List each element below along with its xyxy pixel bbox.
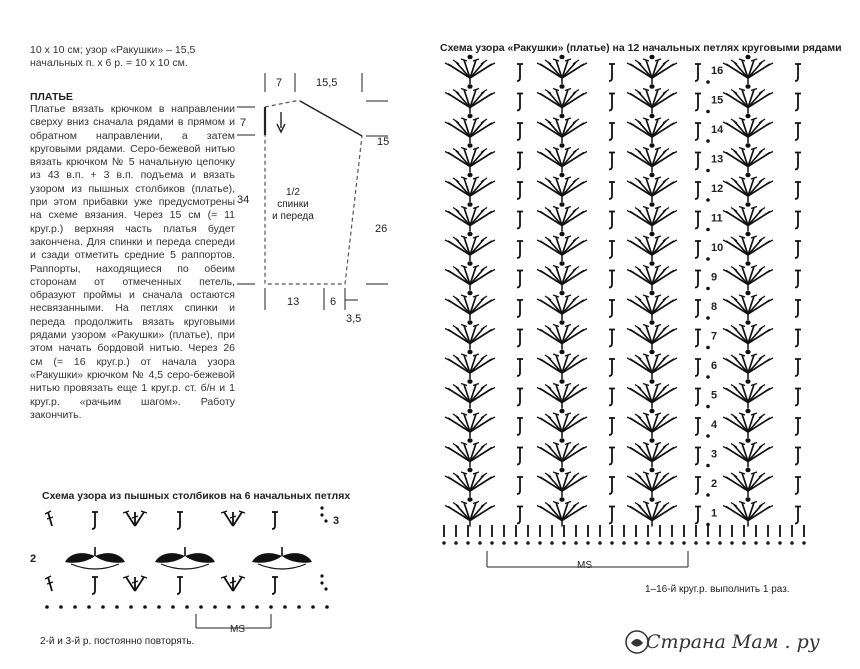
shell-stitch (445, 497, 495, 526)
chain-dot (610, 541, 613, 544)
v-stitch (123, 511, 147, 526)
tall-stitch (45, 511, 53, 526)
single-crochet-stitch (517, 123, 523, 140)
chain-dot (320, 513, 323, 516)
single-crochet-stitch (695, 212, 701, 229)
shell-stitch (627, 497, 677, 526)
single-crochet-stitch (609, 389, 615, 406)
single-crochet-stitch (177, 512, 183, 529)
chain-dot (706, 228, 710, 232)
single-crochet-stitch (609, 212, 615, 229)
shell-stitch (537, 320, 587, 349)
chain-dot (325, 605, 329, 609)
chain-dot (478, 541, 481, 544)
shell-stitch (445, 232, 495, 261)
row-number: 6 (711, 360, 718, 372)
chain-dot (59, 605, 63, 609)
chain-dot (466, 541, 469, 544)
single-crochet-stitch (609, 507, 615, 524)
puff-stitch (65, 547, 125, 569)
single-crochet-stitch (795, 389, 801, 406)
row-number: 14 (711, 124, 724, 136)
shell-stitch (723, 114, 773, 143)
chain-dot (171, 605, 175, 609)
single-crochet-stitch (795, 64, 801, 81)
shell-stitch (537, 350, 587, 379)
chain-dot (199, 605, 203, 609)
row-number: 16 (711, 65, 724, 77)
shell-stitch (537, 55, 587, 84)
chain-dot (129, 605, 133, 609)
chain-dot (213, 605, 217, 609)
single-crochet-stitch (517, 507, 523, 524)
shell-stitch (627, 114, 677, 143)
shell-stitch (723, 84, 773, 113)
single-crochet-stitch (695, 389, 701, 406)
single-crochet-stitch (695, 330, 701, 347)
chain-dot (778, 541, 781, 544)
single-crochet-stitch (795, 507, 801, 524)
single-crochet-stitch (517, 271, 523, 288)
dim-left-tall: 34 (237, 194, 250, 206)
single-crochet-stitch (695, 94, 701, 111)
single-crochet-stitch (517, 418, 523, 435)
shell-stitch (723, 173, 773, 202)
chain-dot (706, 405, 710, 409)
shell-chart-repeat (487, 551, 688, 571)
puff-chart (45, 506, 329, 608)
chain-dot (706, 346, 710, 350)
single-crochet-stitch (517, 330, 523, 347)
shell-stitch (537, 114, 587, 143)
row-number: 2 (711, 478, 718, 490)
chain-dot (297, 605, 301, 609)
single-crochet-stitch (695, 300, 701, 317)
shell-stitch (445, 350, 495, 379)
chain-dot (694, 541, 697, 544)
chain-dot (574, 541, 577, 544)
chain-dot (115, 605, 119, 609)
shell-stitch (445, 379, 495, 408)
single-crochet-stitch (517, 212, 523, 229)
single-crochet-stitch (517, 477, 523, 494)
single-crochet-stitch (609, 330, 615, 347)
shell-stitch (627, 232, 677, 261)
shell-repeat-label: MS (577, 560, 592, 571)
shell-stitch (627, 55, 677, 84)
chain-dot (706, 139, 710, 143)
chain-dot (320, 581, 323, 584)
shell-stitch (445, 173, 495, 202)
chain-dot (742, 541, 745, 544)
shell-stitch (723, 202, 773, 231)
single-crochet-stitch (795, 300, 801, 317)
shell-stitch (537, 202, 587, 231)
single-crochet-stitch (795, 477, 801, 494)
chain-dot (514, 541, 517, 544)
single-crochet-stitch (795, 330, 801, 347)
shell-stitch (445, 261, 495, 290)
single-crochet-stitch (609, 241, 615, 258)
chain-dot (526, 541, 529, 544)
single-crochet-stitch (795, 448, 801, 465)
single-crochet-stitch (517, 64, 523, 81)
chain-dot (454, 541, 457, 544)
row-number: 8 (711, 301, 718, 313)
single-crochet-stitch (695, 153, 701, 170)
puff-stitch (155, 547, 215, 569)
single-crochet-stitch (517, 389, 523, 406)
row-number: 3 (711, 448, 718, 461)
tall-stitch (45, 576, 53, 591)
row-number: 9 (711, 271, 718, 284)
shell-stitch (627, 261, 677, 290)
chain-dot (87, 605, 91, 609)
shell-stitch (723, 350, 773, 379)
shell-stitch (445, 114, 495, 143)
chain-dot (598, 541, 601, 544)
single-crochet-stitch (609, 123, 615, 140)
single-crochet-stitch (272, 577, 278, 594)
piece-label-2: спинки (277, 199, 309, 210)
single-crochet-stitch (517, 241, 523, 258)
single-crochet-stitch (272, 512, 278, 529)
row-number: 13 (711, 153, 724, 166)
gauge-text: 10 х 10 см; узор «Ракушки» – 15,5 начальных п. х 6 р. = 10 х 10 см. (30, 44, 196, 70)
shell-stitch (445, 84, 495, 113)
chain-dot (706, 198, 710, 202)
chain-dot (682, 541, 685, 544)
chain-dot (622, 541, 625, 544)
shell-stitch (537, 468, 587, 497)
chain-dot (283, 605, 287, 609)
watermark-text: Страна Мам . ру (646, 631, 820, 653)
dress-heading: ПЛАТЬЕ (30, 91, 73, 103)
chain-dot (324, 587, 327, 590)
single-crochet-stitch (517, 94, 523, 111)
chain-dot (320, 574, 323, 577)
chain-dot (562, 541, 565, 544)
single-crochet-stitch (92, 577, 98, 594)
chain-dot (45, 605, 49, 609)
puff-chart-title: Схема узора из пышных столбиков на 6 начальных петлях (42, 490, 351, 502)
shell-stitch (537, 291, 587, 320)
chain-dot (706, 464, 710, 468)
single-crochet-stitch (517, 182, 523, 199)
chain-dot (670, 541, 673, 544)
single-crochet-stitch (609, 359, 615, 376)
dim-top-right: 15,5 (316, 77, 338, 89)
chain-dot (502, 541, 505, 544)
chain-dot (754, 541, 757, 544)
puff-row-2: 2 (30, 553, 37, 565)
dim-bottom-left: 13 (287, 296, 300, 308)
chain-dot (241, 605, 245, 609)
shell-stitch (445, 320, 495, 349)
piece-label-3: и переда (272, 211, 314, 222)
dim-left-small: 7 (240, 117, 247, 129)
shell-stitch (627, 143, 677, 172)
chain-dot (634, 541, 637, 544)
shell-stitch (627, 84, 677, 113)
shell-stitch (627, 468, 677, 497)
shell-stitch (537, 497, 587, 526)
single-crochet-stitch (609, 94, 615, 111)
single-crochet-stitch (695, 64, 701, 81)
single-crochet-stitch (795, 212, 801, 229)
shell-stitch (627, 202, 677, 231)
chain-dot (320, 506, 323, 509)
puff-repeat-label: MS (230, 624, 245, 635)
chain-dot (143, 605, 147, 609)
v-stitch (123, 576, 147, 591)
dim-bottom-right: 3,5 (346, 313, 362, 325)
shell-stitch (723, 379, 773, 408)
chain-dot (706, 541, 709, 544)
single-crochet-stitch (695, 418, 701, 435)
single-crochet-stitch (92, 512, 98, 529)
row-number: 1 (711, 507, 718, 520)
row-number: 11 (711, 212, 723, 225)
single-crochet-stitch (695, 271, 701, 288)
row-number: 7 (711, 330, 718, 343)
shell-stitch (537, 84, 587, 113)
single-crochet-stitch (795, 94, 801, 111)
single-crochet-stitch (517, 359, 523, 376)
dim-top-left: 7 (276, 77, 283, 89)
single-crochet-stitch (695, 477, 701, 494)
chain-dot (706, 257, 710, 261)
row-number: 4 (711, 419, 718, 431)
shell-stitch (723, 261, 773, 290)
chain-dot (802, 541, 805, 544)
dim-bottom-mid: 6 (330, 296, 337, 308)
shell-stitch (723, 409, 773, 438)
shell-stitch (445, 409, 495, 438)
chain-dot (73, 605, 77, 609)
chain-dot (706, 287, 710, 291)
row-number: 5 (711, 389, 718, 402)
chain-dot (730, 541, 733, 544)
chain-dot (101, 605, 105, 609)
single-crochet-stitch (609, 271, 615, 288)
shell-stitch (537, 409, 587, 438)
shell-stitch (723, 320, 773, 349)
chain-dot (706, 80, 710, 84)
chain-dot (646, 541, 649, 544)
single-crochet-stitch (695, 123, 701, 140)
shell-stitch (627, 173, 677, 202)
shell-stitch (445, 202, 495, 231)
dim-right-small: 15 (377, 136, 390, 148)
chain-dot (790, 541, 793, 544)
shell-stitch (627, 291, 677, 320)
shell-stitch (445, 143, 495, 172)
chain-dot (490, 541, 493, 544)
shell-stitch (445, 468, 495, 497)
shell-stitch (445, 55, 495, 84)
chain-dot (706, 169, 710, 173)
shell-stitch (723, 291, 773, 320)
chain-dot (185, 605, 189, 609)
dim-right-tall: 26 (375, 223, 388, 235)
v-stitch (221, 576, 245, 591)
single-crochet-stitch (795, 359, 801, 376)
chain-dot (157, 605, 161, 609)
single-crochet-stitch (795, 241, 801, 258)
chain-dot (550, 541, 553, 544)
single-crochet-stitch (695, 448, 701, 465)
single-crochet-stitch (695, 359, 701, 376)
shell-stitch (723, 497, 773, 526)
puff-chart-repeat (30, 515, 339, 635)
chain-dot (255, 605, 259, 609)
chain-dot (586, 541, 589, 544)
piece-label-1: 1/2 (286, 187, 300, 198)
shell-stitch (723, 438, 773, 467)
shell-stitch (537, 232, 587, 261)
single-crochet-stitch (609, 64, 615, 81)
chain-dot (706, 110, 710, 114)
chain-dot (718, 541, 721, 544)
shell-stitch (537, 379, 587, 408)
row-number: 10 (711, 242, 724, 254)
shell-stitch (537, 438, 587, 467)
single-crochet-stitch (695, 241, 701, 258)
shell-stitch (723, 468, 773, 497)
shell-stitch (537, 143, 587, 172)
shell-stitch (445, 291, 495, 320)
shell-stitch (537, 261, 587, 290)
chain-dot (706, 375, 710, 379)
single-crochet-stitch (609, 477, 615, 494)
chain-dot (538, 541, 541, 544)
puff-stitch (252, 547, 312, 569)
single-crochet-stitch (609, 300, 615, 317)
shoulder-line (300, 101, 362, 136)
shell-chart-title: Схема узора «Ракушки» (платье) на 12 начальных петлях круговыми рядами (440, 42, 842, 54)
garment-schematic (237, 73, 389, 325)
shell-chart (442, 55, 805, 545)
single-crochet-stitch (795, 123, 801, 140)
chain-dot (442, 541, 445, 544)
chain-dot (706, 493, 710, 497)
row-number: 12 (711, 183, 724, 195)
shell-stitch (627, 438, 677, 467)
shell-stitch (627, 320, 677, 349)
shell-stitch (627, 379, 677, 408)
chain-dot (658, 541, 661, 544)
shell-stitch (723, 55, 773, 84)
shell-stitch (537, 173, 587, 202)
chain-dot (706, 316, 710, 320)
single-crochet-stitch (795, 182, 801, 199)
chain-dot (324, 519, 327, 522)
single-crochet-stitch (795, 418, 801, 435)
single-crochet-stitch (609, 448, 615, 465)
chain-dot (766, 541, 769, 544)
single-crochet-stitch (517, 153, 523, 170)
row-number: 15 (711, 94, 724, 107)
instructions-text: Платье вязать крючком в направлении сверху вниз сначала рядами в прямом и обратном направлении, а затем круговыми рядами. Серо-бежевой нитью вязать крючком № 5 начальную цепочку из 43 в.п. + 3 в.п. подъема и вязать узором из пышных столбиков (платье), при этом прибавки уже предусмотрены на схеме вязания. Через 15 см (= 11 круг.р.) верхняя часть платья будет закончена. Для спинки и переда спереди и сзади отметить средние 5 раппортов. Раппорты, находящиеся по обеим сторонам от отмеченных петель, образуют проймы и сначала остаются несвязанными. На петлях спинки и переда продолжить вязать круговыми рядами узором «Ракушки» (платье), при этом начать бордовой нитью. Через 26 см (= 16 круг.р.) от начала узора «Ракушки» крючком № 4,5 серо-бежевой нитью провязать еще 1 круг.р. ст. б/н и 1 круг.р. «рачьим шагом». Работу закончить. (30, 103, 235, 421)
single-crochet-stitch (795, 153, 801, 170)
shell-stitch (723, 232, 773, 261)
single-crochet-stitch (695, 182, 701, 199)
single-crochet-stitch (695, 507, 701, 524)
shell-stitch (627, 409, 677, 438)
chain-dot (706, 434, 710, 438)
single-crochet-stitch (795, 271, 801, 288)
single-crochet-stitch (609, 418, 615, 435)
chain-dot (269, 605, 273, 609)
v-stitch (221, 511, 245, 526)
chain-dot (311, 605, 315, 609)
single-crochet-stitch (609, 153, 615, 170)
single-crochet-stitch (517, 448, 523, 465)
shell-stitch (627, 350, 677, 379)
shell-stitch (723, 143, 773, 172)
single-crochet-stitch (609, 182, 615, 199)
single-crochet-stitch (177, 577, 183, 594)
puff-chart-note: 2-й и 3-й р. постоянно повторять. (40, 636, 195, 647)
puff-row-3: 3 (333, 515, 340, 527)
shell-stitch (445, 438, 495, 467)
chain-dot (227, 605, 231, 609)
shell-chart-note: 1–16-й круг.р. выполнить 1 раз. (645, 584, 790, 595)
single-crochet-stitch (517, 300, 523, 317)
